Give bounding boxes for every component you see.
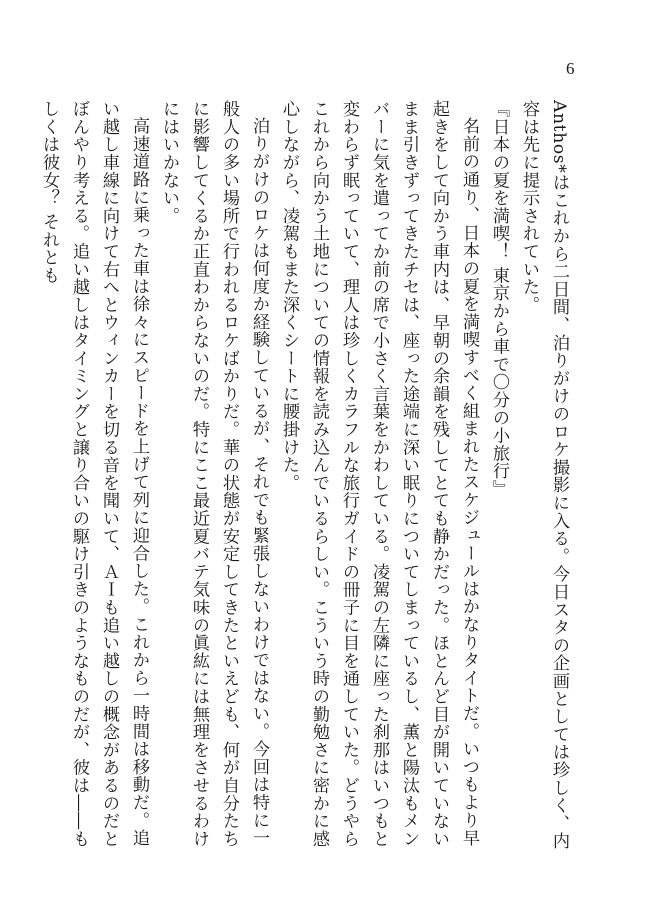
- body-text: [39, 100, 574, 860]
- page-number: 6: [566, 59, 575, 78]
- program-title: 『日本の夏を満喫！ 東京から車で〇分の小旅行』: [489, 100, 509, 498]
- paragraph-location: 泊りがけのロケは何度か経験しているが、それでも緊張しないわけではない。今回は特に一般人の多い場所で行われるロケばかりだ。華の状態が安定してきたといえども、何が自分たちに影響してくるか正直わからないのだ。特にここ最近夏バテ気味の眞紘には無理をさせるわけにはいかない。: [159, 100, 269, 848]
- paragraph-schedule: 名前の通り、日本の夏を満喫すべく組まれたスケジュールはかなりタイトだ。いつもより早起きをして向かう車内は、早朝の余韻を残してとても静かだった。ほとんど目が開いていないまま引きずってきたチセは、座った途端に深い眠りについてしまっているし、薫と陽汰もメンバーに気を遣ってか前の席で小さく言葉をかわしている。凌駕の左隣に座った刹那はいつもと変わらず眠っていて、理人は珍しくカラフルな旅行ガイドの冊子に目を通していた。どうやらこれから向かう土地についての情報を読み込んでいるらしい。こういう時の勤勉さに密かに感心しながら、凌駕もまた深くシートに腰掛けた。: [279, 100, 479, 848]
- paragraph-intro: Anthos*はこれから二日間、泊りがけのロケ撮影に入る。今日スタの企画としては珍しく、内容は先に提示されていた。: [519, 100, 569, 850]
- paragraph-highway: 高速道路に乗った車は徐々にスピードを上げて列に迎合した。これから一時間は移動だ。追い越し車線に向けて右へとウィンカーを切る音を聞いて、ＡＩも追い越しの概念があるのだとぼんやり考える。追い越しはタイミングと譲り合いの駆け引きのようなものだが、彼は――もしくは彼女？ それとも: [39, 100, 149, 848]
